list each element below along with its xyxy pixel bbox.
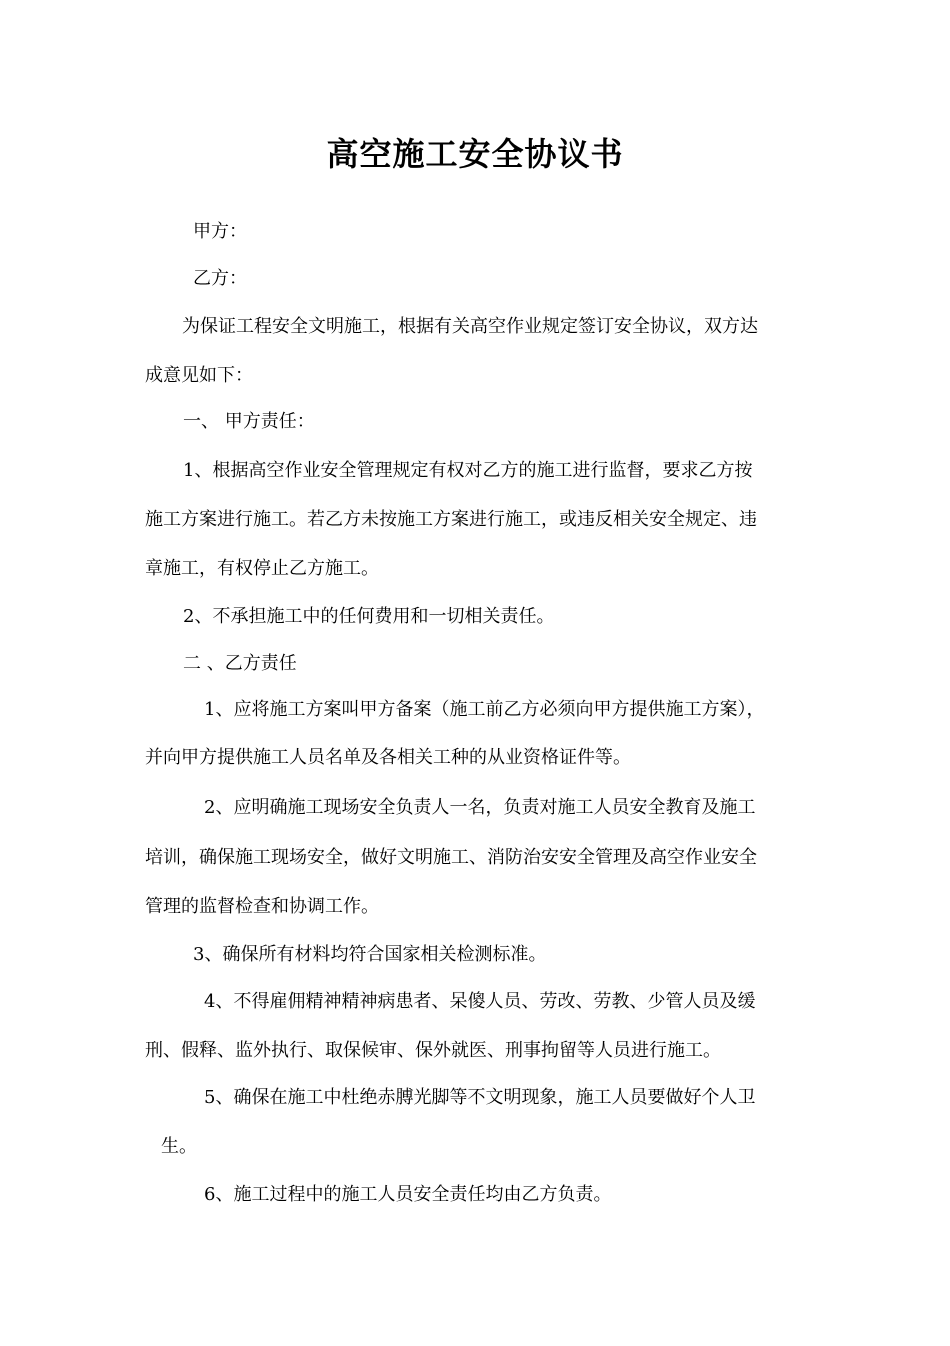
section-1-item-1-line-1: 1、根据高空作业安全管理规定有权对乙方的施工进行监督，要求乙方按 <box>183 460 753 481</box>
intro-line-2: 成意见如下： <box>145 365 253 386</box>
section-2-item-4-line-2: 刑、假释、监外执行、取保候审、保外就医、刑事拘留等人员进行施工。 <box>145 1040 721 1061</box>
section-2-item-5-line-1: 5、确保在施工中杜绝赤膊光脚等不文明现象，施工人员要做好个人卫 <box>204 1087 756 1108</box>
section-2-item-1-line-1: 1、应将施工方案叫甲方备案（施工前乙方必须向甲方提供施工方案）， <box>204 699 765 720</box>
section-2-item-2-line-3: 管理的监督检查和协调工作。 <box>145 896 379 917</box>
section-1-item-2: 2、不承担施工中的任何费用和一切相关责任。 <box>183 606 555 627</box>
section-2-item-3: 3、确保所有材料均符合国家相关检测标准。 <box>193 944 547 965</box>
section-1-item-1-line-2: 施工方案进行施工。若乙方未按施工方案进行施工，或违反相关安全规定、违 <box>145 509 757 530</box>
intro-line-1: 为保证工程安全文明施工，根据有关高空作业规定签订安全协议，双方达 <box>182 316 758 337</box>
party-a-label: 甲方： <box>193 221 247 242</box>
section-2-item-6: 6、施工过程中的施工人员安全责任均由乙方负责。 <box>204 1184 612 1205</box>
section-2-item-1-line-2: 并向甲方提供施工人员名单及各相关工种的从业资格证件等。 <box>145 747 631 768</box>
section-1-item-1-line-3: 章施工，有权停止乙方施工。 <box>145 558 379 579</box>
party-b-label: 乙方： <box>193 268 247 289</box>
section-2-heading: 二 、乙方责任 <box>183 653 297 674</box>
document-title: 高空施工安全协议书 <box>326 135 624 173</box>
section-2-item-2-line-1: 2、应明确施工现场安全负责人一名，负责对施工人员安全教育及施工 <box>204 797 756 818</box>
section-2-item-4-line-1: 4、不得雇佣精神精神病患者、呆傻人员、劳改、劳教、少管人员及缓 <box>204 991 756 1012</box>
section-2-item-2-line-2: 培训，确保施工现场安全，做好文明施工、消防治安安全管理及高空作业安全 <box>145 847 757 868</box>
section-2-item-5-line-2: 生。 <box>161 1136 197 1157</box>
section-1-heading: 一、 甲方责任： <box>183 411 315 432</box>
